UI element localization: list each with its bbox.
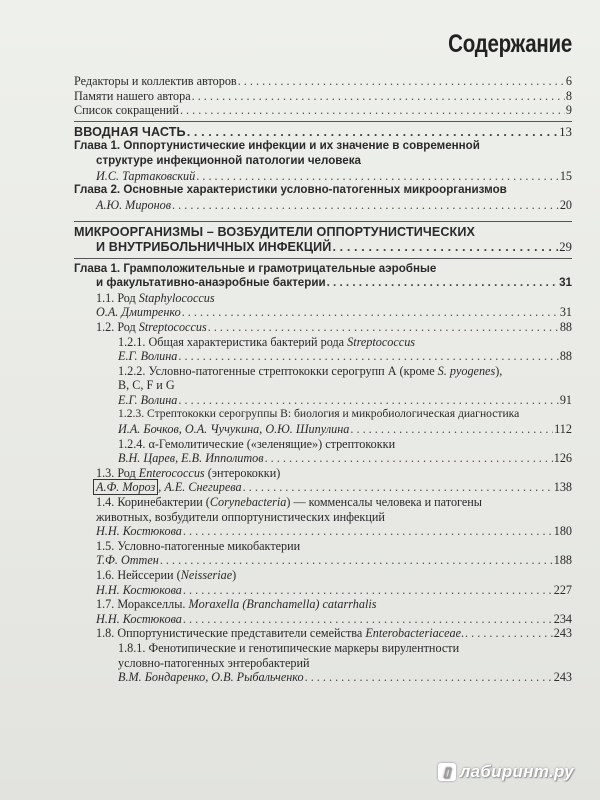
section-intro: ВВОДНАЯ ЧАСТЬ . . . 13	[74, 125, 572, 140]
toc-1-2-4-author: В.Н. Царев, Е.В. Ипполитов . . . 126	[74, 451, 572, 466]
toc-1-7-author: Н.Н. Костюкова . . . 234	[74, 612, 572, 627]
toc-1-5: 1.5. Условно-патогенные микобактерии	[96, 538, 301, 553]
toc-1-6-author: Н.Н. Костюкова . . . 227	[74, 583, 572, 598]
toc-1-5-author: Т.Ф. Оттен . . . 188	[74, 553, 572, 568]
toc-1-7: 1.7. Моракселлы. Moraxella (Branchamella) catarrhalis	[96, 597, 377, 612]
toc-1-2-1: 1.2.1. Общая характеристика бактерий рода Streptococcus	[118, 334, 416, 349]
toc-1-4: 1.4. Коринебактерии (Corynebacteria) — комменсалы человека и патогены	[96, 495, 482, 510]
watermark	[438, 762, 574, 782]
micro-chapter-1-title: Глава 1. Грамположительные и грамотрицательные аэробные	[74, 261, 437, 275]
toc-1-2-2-author: Е.Г. Волина . . . 91	[74, 393, 572, 408]
toc-1-2-3-author: И.А. Бочков, О.А. Чучукина, О.Ю. Шипулина . . . 112	[74, 422, 572, 437]
toc-1-1-author: О.А. Дмитренко . . . 31	[74, 305, 572, 320]
toc-1-8-1-author: В.М. Бондаренко, О.В. Рыбальченко . . . 243	[74, 670, 572, 685]
table-of-contents	[74, 74, 572, 685]
intro-chapter-2-title: Глава 2. Основные характеристики условно-патогенных микроорганизмов	[74, 183, 507, 197]
toc-1-2-3: 1.2.3. Стрептококки серогруппы В: биология и микробиологическая диагностика	[118, 407, 520, 421]
toc-1-3-author: А.Ф. Мороз , А.Е. Снегирева . . . 138	[74, 480, 572, 495]
toc-entry-memory: Памяти нашего автора . . . 8	[74, 89, 572, 104]
toc-1-2: 1.2. Род Streptococcus . . . 88	[74, 320, 572, 335]
toc-1-8-1: 1.8.1. Фенотипические и генотипические маркеры вирулентности	[118, 640, 460, 655]
micro-chapter-1-title-cont: и факультативно-анаэробные бактерии . . . 31	[74, 276, 572, 291]
watermark-text: лабиринт.ру	[459, 762, 574, 781]
intro-chapter-2-author: А.Ю. Миронов . . . 20	[74, 198, 572, 213]
toc-1-3: 1.3. Род Enterococcus (энтерококки)	[96, 465, 281, 480]
divider	[74, 121, 572, 122]
section-micro-heading: МИКРООРГАНИЗМЫ – ВОЗБУДИТЕЛИ ОППОРТУНИСТИЧЕСКИХ	[74, 225, 475, 240]
toc-1-6: 1.6. Нейссерии (Neisseriae)	[96, 568, 237, 582]
toc-1-4-cont: животных, возбудители оппортунистических инфекций	[96, 509, 385, 524]
toc-1-1: 1.1. Род Staphylococcus	[96, 290, 215, 305]
toc-1-2-1-author: Е.Г. Волина . . . 88	[74, 349, 572, 364]
toc-1-8-1-cont: условно-патогенных энтеробактерий	[118, 655, 310, 670]
toc-1-4-author: Н.Н. Костюкова . . . 180	[74, 524, 572, 539]
section-micro-heading-cont: И ВНУТРИБОЛЬНИЧНЫХ ИНФЕКЦИЙ . . . 29	[74, 240, 572, 255]
toc-1-2-2: 1.2.2. Условно-патогенные стрептококки серогрупп А (кроме S. pyogenes),	[118, 363, 503, 378]
intro-chapter-1-author: И.С. Тартаковский . . . 15	[74, 169, 572, 184]
divider	[74, 258, 572, 259]
toc-entry-editors: Редакторы и коллектив авторов . . . 6	[74, 74, 572, 89]
book-logo-icon: ▯	[438, 763, 456, 781]
intro-chapter-1-title: Глава 1. Оппортунистические инфекции и их значение в современной	[74, 139, 480, 153]
highlighted-author: А.Ф. Мороз	[93, 479, 158, 495]
toc-1-2-4: 1.2.4. α-Гемолитические («зеленящие») стрептококки	[118, 436, 396, 451]
intro-chapter-1-title-cont: структуре инфекционной патологии человека	[96, 153, 361, 167]
toc-1-2-2-cont: В, С, F и G	[118, 378, 175, 393]
page-title: Содержание	[448, 30, 572, 58]
toc-entry-abbreviations: Список сокращений . . . 9	[74, 103, 572, 118]
toc-1-8: 1.8. Оппортунистические представители семейства Enterobacteriaceae. . . . 243	[74, 626, 572, 641]
divider	[74, 221, 572, 222]
